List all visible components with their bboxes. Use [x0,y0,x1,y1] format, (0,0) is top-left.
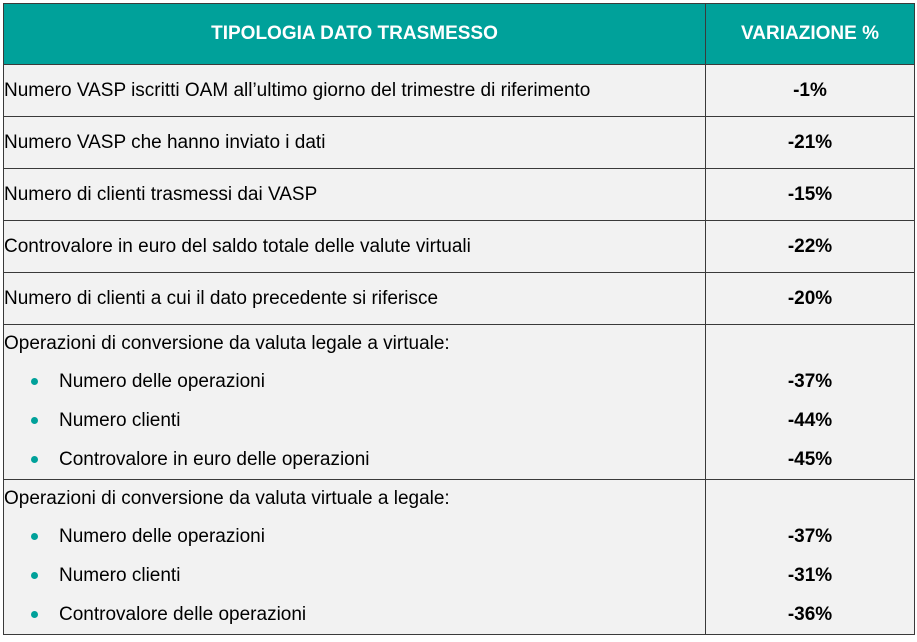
row-value: -1% [706,65,915,117]
bullet-icon [31,533,38,540]
row-label: Numero di clienti trasmessi dai VASP [4,169,706,221]
row-value: -22% [706,221,915,273]
row-label: Numero di clienti a cui il dato precedente si riferisce [4,273,706,325]
list-item [0,595,705,634]
group-row-virtual-to-legal [4,480,915,635]
table-row [4,221,915,273]
list-item [0,362,705,401]
list-item-label: Numero delle operazioni [59,526,265,547]
table-row [4,65,915,117]
list-item-value: -45% [787,449,833,470]
list-item-value: -37% [787,526,833,547]
list-item-label: Numero clienti [59,410,181,431]
list-item [0,517,705,556]
bullet-icon [31,611,38,618]
list-item-value: -31% [787,565,833,586]
row-value: -20% [706,273,915,325]
bullet-icon [31,456,38,463]
group-value-cell [706,480,915,635]
row-value: -15% [706,169,915,221]
list-item [0,440,705,479]
table-row [4,117,915,169]
group-row-legal-to-virtual [4,325,915,480]
row-label: Controvalore in euro del saldo totale delle valute virtuali [4,221,706,273]
group-label-cell [4,480,706,635]
header-row [4,4,915,65]
list-item-label: Numero clienti [59,565,181,586]
bullet-icon [31,378,38,385]
group-title: Operazioni di conversione da valuta virtuale a legale: [4,488,450,509]
list-item-value: -36% [787,604,833,625]
group-title: Operazioni di conversione da valuta legale a virtuale: [4,333,450,354]
table-row [4,273,915,325]
variation-table [3,3,915,635]
list-item [0,556,705,595]
table-row [4,169,915,221]
header-variation: VARIAZIONE % [706,4,915,65]
row-label: Numero VASP iscritti OAM all’ultimo giorno del trimestre di riferimento [4,65,706,117]
row-value: -21% [706,117,915,169]
row-label: Numero VASP che hanno inviato i dati [4,117,706,169]
list-item-label: Controvalore in euro delle operazioni [59,449,370,470]
group-label-cell [4,325,706,480]
group-value-cell [706,325,915,480]
list-item-value: -37% [787,371,833,392]
header-data-type: TIPOLOGIA DATO TRASMESSO [4,4,706,65]
bullet-icon [31,417,38,424]
bullet-icon [31,572,38,579]
list-item-value: -44% [787,410,833,431]
list-item-label: Numero delle operazioni [59,371,265,392]
list-item-label: Controvalore delle operazioni [59,604,307,625]
list-item [0,401,705,440]
